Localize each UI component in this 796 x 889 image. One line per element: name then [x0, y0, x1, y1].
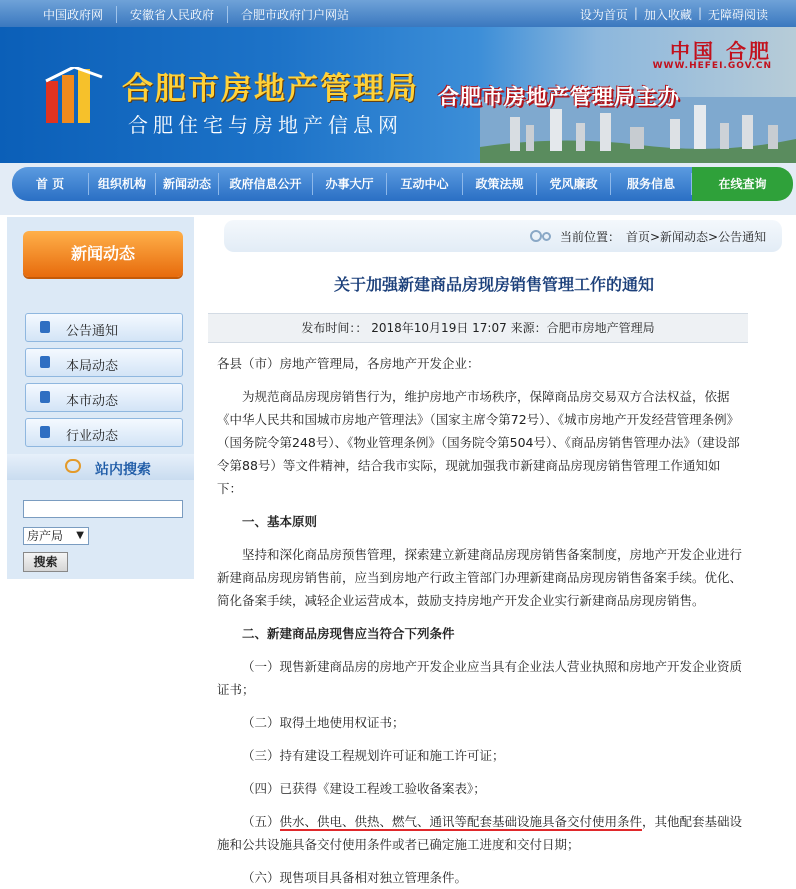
nav-policy[interactable]: 政策法规	[463, 173, 537, 195]
sidebar-item-label: 本局动态	[66, 359, 119, 374]
top-link-bar	[0, 0, 796, 27]
intro-paragraph: 为规范商品房现房销售行为，维护房地产市场秩序，保障商品房交易双方合法权益，依据《中华人民共和国城市房地产管理法》（国家主席令第72号）、《城市房地产开发经营管理条例》（国务院令第248号）、《物业管理条例》（国务院令第504号）、《商品房销售管理办法》（建设部令第88号）等文件精神，结合我市实际，现就加强我市新建商品房现房销售管理工作通知如下：	[217, 389, 740, 496]
nav-news[interactable]: 新闻动态	[156, 173, 219, 195]
section-heading-1: 一、基本原则	[242, 514, 318, 529]
section-heading-2: 二、新建商品房现售应当符合下列条件	[242, 626, 455, 641]
nav-organization[interactable]: 组织机构	[89, 173, 156, 195]
sidebar-item-label: 公告通知	[66, 324, 119, 339]
condition-5-suffix: ，其他配套基础设施和公共设施具备交付使用条件或者已确定施工进度和交付日期；	[217, 814, 743, 852]
nav-home[interactable]: 首 页	[12, 173, 89, 195]
bureau-logo-icon	[44, 67, 106, 125]
article-body	[217, 352, 745, 889]
sidebar-item-notices[interactable]	[25, 313, 183, 342]
condition-4: （四）已获得《建设工程竣工验收备案表》；	[242, 781, 486, 796]
article-title: 关于加强新建商品房现房销售管理工作的通知	[333, 275, 654, 294]
nav-gov-info[interactable]: 政府信息公开	[219, 173, 313, 195]
search-scope-select[interactable]	[23, 527, 89, 545]
bullet-icon	[40, 391, 50, 403]
city-url: WWW.HEFEI.GOV.CN	[652, 61, 772, 71]
link-anhui-gov[interactable]: 安徽省人民政府	[116, 6, 227, 23]
sidebar-item-industry-news[interactable]	[25, 418, 183, 447]
article-source: 来源：合肥市房地产管理局	[510, 321, 655, 335]
sidebar-item-label: 行业动态	[66, 429, 119, 444]
main-nav	[12, 167, 784, 201]
set-homepage-link[interactable]: 设为首页	[579, 8, 628, 22]
nav-online-query[interactable]: 在线查询	[692, 167, 793, 201]
nav-interaction[interactable]: 互动中心	[387, 173, 463, 195]
salutation: 各县（市）房地产管理局，各房地产开发企业：	[217, 356, 480, 371]
site-title: 合肥市房地产管理局	[122, 71, 419, 107]
bullet-icon	[40, 321, 50, 333]
nav-service-info[interactable]: 服务信息	[611, 173, 692, 195]
bullet-icon	[40, 426, 50, 438]
condition-5-prefix: （五）	[242, 814, 280, 829]
left-sidebar	[7, 217, 194, 579]
site-search-title: 站内搜索	[95, 462, 151, 478]
host-slogan: 合肥市房地产管理局主办	[438, 85, 680, 109]
sidebar-item-bureau-news[interactable]	[25, 348, 183, 377]
breadcrumb-label: 当前位置：	[560, 230, 621, 244]
condition-2: （二）取得土地使用权证书；	[242, 715, 405, 730]
link-hefei-gov[interactable]: 合肥市政府门户网站	[227, 6, 362, 23]
nav-clean-gov[interactable]: 党风廉政	[537, 173, 611, 195]
site-search-heading	[7, 454, 194, 480]
site-subtitle: 合肥住宅与房地产信息网	[128, 113, 403, 137]
accessibility-link[interactable]: 无障碍阅读	[707, 8, 768, 22]
condition-5-highlight: 供水、供电、供热、燃气、通讯等配套基础设施具备交付使用条件	[279, 814, 643, 829]
publish-label: 发布时间：：	[301, 321, 368, 335]
article-meta	[208, 313, 748, 343]
sidebar-heading: 新闻动态	[23, 231, 183, 277]
nav-service-hall[interactable]: 办事大厅	[313, 173, 387, 195]
bullet-icon	[40, 356, 50, 368]
separator: |	[633, 6, 638, 20]
add-favorite-link[interactable]: 加入收藏	[643, 8, 692, 22]
section-1-paragraph: 坚持和深化商品房预售管理，探索建立新建商品房现房销售备案制度，房地产开发企业进行新建商品房现房销售前，应当到房地产行政主管部门办理新建商品房现房销售备案手续。优化、简化备案手续，减轻企业运营成本，鼓励支持房地产开发企业实行新建商品房现房销售。	[217, 547, 743, 608]
location-icon	[542, 232, 551, 241]
site-banner	[0, 27, 796, 163]
condition-3: （三）持有建设工程规划许可证和施工许可证；	[242, 748, 505, 763]
chevron-down-icon: ▼	[76, 530, 84, 541]
publish-time: 2018年10月19日 17:07	[371, 321, 507, 335]
search-button[interactable]: 搜索	[23, 552, 68, 572]
top-links	[30, 6, 362, 23]
city-logo-text: 中国 合肥	[670, 39, 772, 63]
nav-wrapper	[0, 163, 796, 215]
breadcrumb-path[interactable]: 首页>新闻动态>公告通知	[626, 230, 767, 244]
search-input[interactable]	[23, 500, 183, 518]
condition-6: （六）现售项目具备相对独立管理条件。	[242, 870, 468, 885]
link-gov-cn[interactable]: 中国政府网	[43, 8, 104, 22]
sidebar-item-label: 本市动态	[66, 394, 119, 409]
breadcrumb	[224, 220, 782, 252]
sidebar-item-city-news[interactable]	[25, 383, 183, 412]
condition-1: （一）现售新建商品房的房地产开发企业应当具有企业法人营业执照和房地产开发企业资质证书；	[217, 659, 743, 697]
location-icon	[530, 230, 542, 242]
separator: |	[697, 6, 702, 20]
search-scope-value: 房产局	[27, 529, 64, 543]
top-right-links	[574, 6, 774, 23]
sidebar-menu	[25, 313, 183, 453]
search-icon	[65, 459, 81, 473]
condition-5	[217, 810, 745, 856]
